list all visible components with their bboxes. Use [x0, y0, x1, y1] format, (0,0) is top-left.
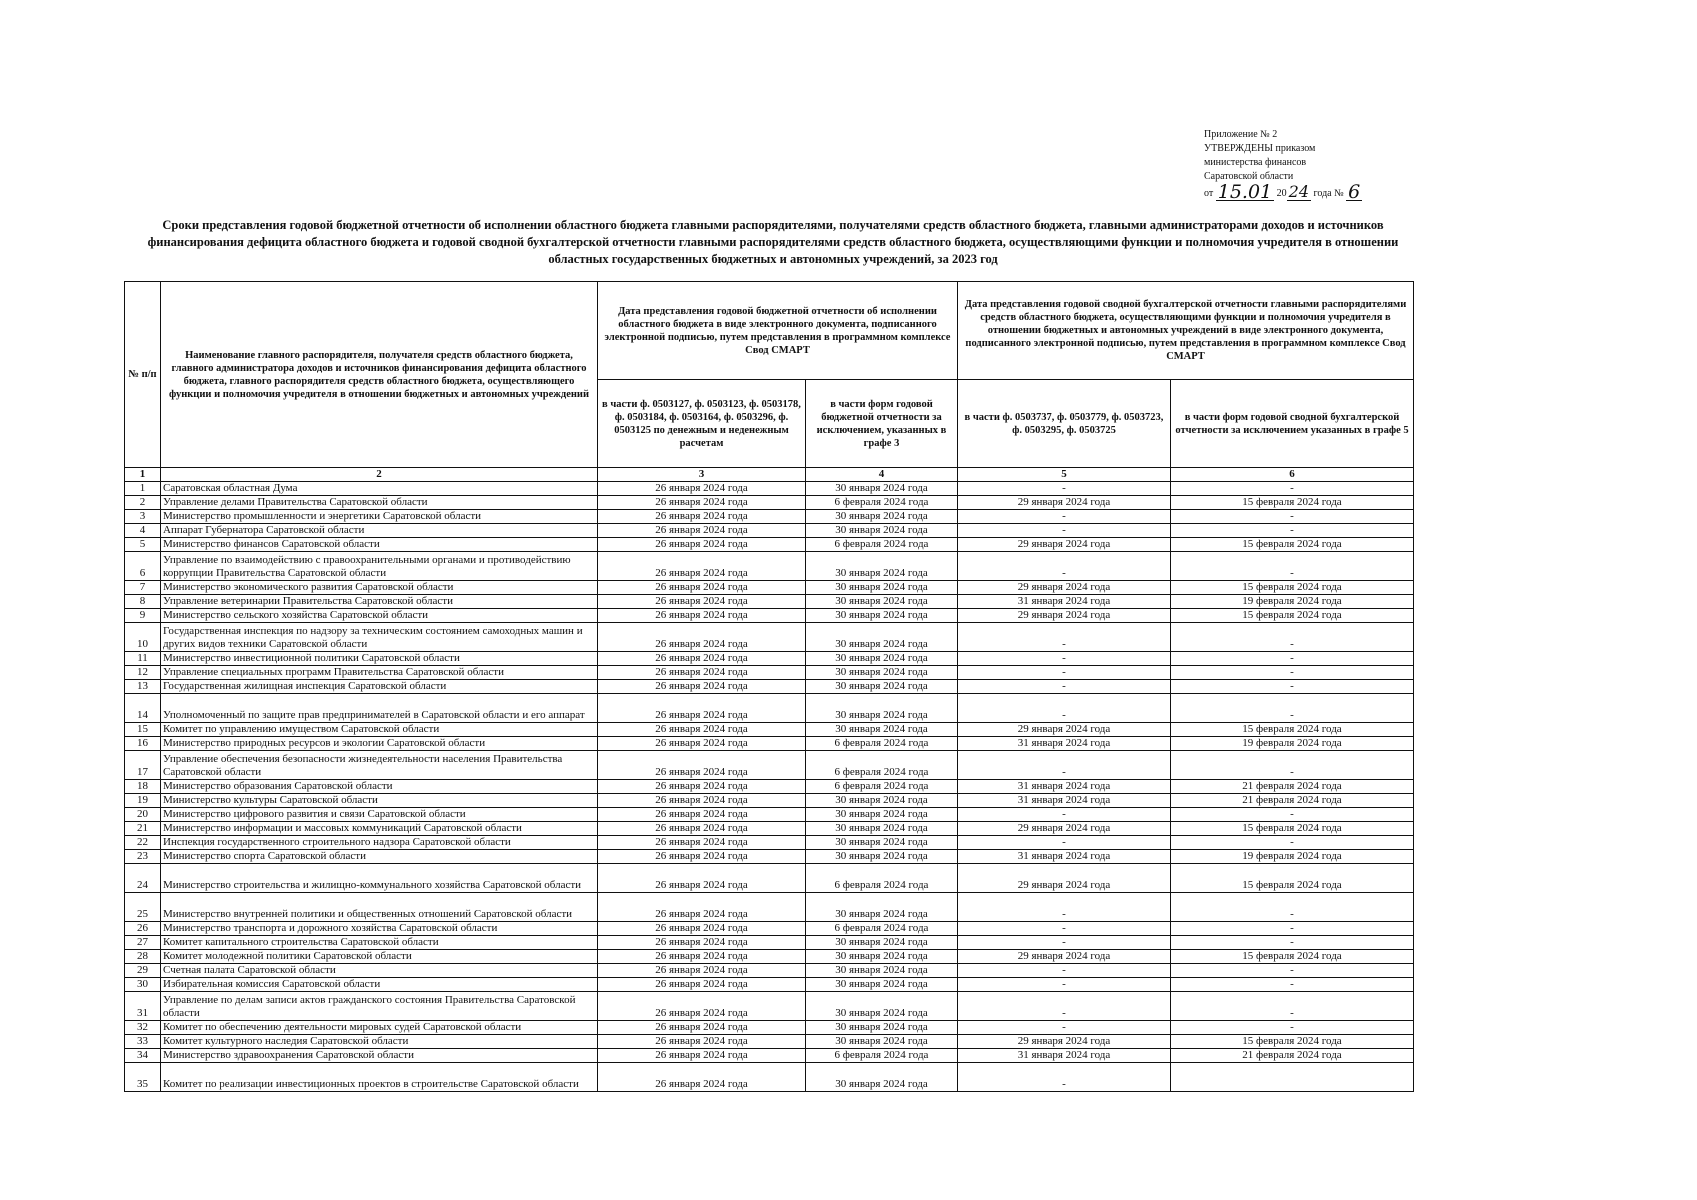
organization-name: Управление по взаимодействию с правоохранительными органами и противодействию коррупции Правительства Саратовской области: [161, 552, 598, 581]
date-col4: 30 января 2024 года: [806, 552, 958, 581]
date-col4: 30 января 2024 года: [806, 992, 958, 1021]
date-col3: 26 января 2024 года: [598, 737, 806, 751]
organization-name: Министерство природных ресурсов и экологии Саратовской области: [161, 737, 598, 751]
date-col3: 26 января 2024 года: [598, 864, 806, 893]
row-number: 10: [125, 623, 161, 652]
date-col4: 30 января 2024 года: [806, 524, 958, 538]
organization-name: Аппарат Губернатора Саратовской области: [161, 524, 598, 538]
date-col5: -: [958, 510, 1171, 524]
row-number: 21: [125, 822, 161, 836]
date-col5: 29 января 2024 года: [958, 950, 1171, 964]
appendix-label: Приложение № 2: [1204, 129, 1278, 140]
table-row: [125, 1063, 1414, 1092]
date-col3: 26 января 2024 года: [598, 652, 806, 666]
date-col3: 26 января 2024 года: [598, 680, 806, 694]
organization-name: Министерство здравоохранения Саратовской области: [161, 1049, 598, 1063]
table-row: [125, 751, 1414, 780]
date-col5: -: [958, 694, 1171, 723]
date-col6: -: [1171, 510, 1414, 524]
date-col6: -: [1171, 936, 1414, 950]
date-col4: 30 января 2024 года: [806, 822, 958, 836]
date-col3: 26 января 2024 года: [598, 524, 806, 538]
organization-name: Министерство образования Саратовской области: [161, 780, 598, 794]
date-col4: 6 февраля 2024 года: [806, 751, 958, 780]
date-col4: 30 января 2024 года: [806, 581, 958, 595]
date-col3: 26 января 2024 года: [598, 836, 806, 850]
date-col5: -: [958, 922, 1171, 936]
approved-label: УТВЕРЖДЕНЫ приказом: [1204, 143, 1316, 154]
table-row: [125, 737, 1414, 751]
date-col5: -: [958, 978, 1171, 992]
date-col6: -: [1171, 680, 1414, 694]
date-col5: 31 января 2024 года: [958, 737, 1171, 751]
date-col5: 29 января 2024 года: [958, 581, 1171, 595]
date-col3: 26 января 2024 года: [598, 1035, 806, 1049]
date-col4: 30 января 2024 года: [806, 964, 958, 978]
date-col4: 6 февраля 2024 года: [806, 864, 958, 893]
row-number: 33: [125, 1035, 161, 1049]
date-col3: 26 января 2024 года: [598, 850, 806, 864]
date-col6: -: [1171, 1021, 1414, 1035]
organization-name: Министерство спорта Саратовской области: [161, 850, 598, 864]
row-number: 17: [125, 751, 161, 780]
date-col5: 31 января 2024 года: [958, 794, 1171, 808]
date-col6: 15 февраля 2024 года: [1171, 864, 1414, 893]
row-number: 26: [125, 922, 161, 936]
date-col6: -: [1171, 623, 1414, 652]
column-number: 2: [161, 468, 598, 482]
date-col3: 26 января 2024 года: [598, 723, 806, 737]
date-col4: 30 января 2024 года: [806, 666, 958, 680]
table-row: [125, 780, 1414, 794]
row-number: 25: [125, 893, 161, 922]
organization-name: Счетная палата Саратовской области: [161, 964, 598, 978]
date-col5: 31 января 2024 года: [958, 780, 1171, 794]
row-number: 13: [125, 680, 161, 694]
date-col6: 15 февраля 2024 года: [1171, 950, 1414, 964]
date-col5: -: [958, 623, 1171, 652]
date-col6: 15 февраля 2024 года: [1171, 609, 1414, 623]
date-col4: 30 января 2024 года: [806, 694, 958, 723]
row-number: 11: [125, 652, 161, 666]
date-col3: 26 января 2024 года: [598, 1049, 806, 1063]
date-col3: 26 января 2024 года: [598, 936, 806, 950]
organization-name: Министерство строительства и жилищно-коммунального хозяйства Саратовской области: [161, 864, 598, 893]
date-col5: -: [958, 652, 1171, 666]
row-number: 27: [125, 936, 161, 950]
order-date-prefix: от: [1204, 188, 1214, 199]
organization-name: Уполномоченный по защите прав предпринимателей в Саратовской области и его аппарат: [161, 694, 598, 723]
organization-name: Комитет капитального строительства Саратовской области: [161, 936, 598, 950]
table-row: [125, 992, 1414, 1021]
date-col3: 26 января 2024 года: [598, 893, 806, 922]
date-col4: 30 января 2024 года: [806, 482, 958, 496]
date-col4: 30 января 2024 года: [806, 808, 958, 822]
table-row: [125, 552, 1414, 581]
date-col3: 26 января 2024 года: [598, 510, 806, 524]
row-number: 30: [125, 978, 161, 992]
date-col3: 26 января 2024 года: [598, 964, 806, 978]
date-col6: 21 февраля 2024 года: [1171, 780, 1414, 794]
organization-name: Инспекция государственного строительного надзора Саратовской области: [161, 836, 598, 850]
organization-name: Министерство экономического развития Саратовской области: [161, 581, 598, 595]
table-row: [125, 864, 1414, 893]
row-number: 22: [125, 836, 161, 850]
table-row: [125, 496, 1414, 510]
row-number: 7: [125, 581, 161, 595]
date-col6: -: [1171, 666, 1414, 680]
row-number: 18: [125, 780, 161, 794]
organization-name: Управление ветеринарии Правительства Саратовской области: [161, 595, 598, 609]
date-col6: 21 февраля 2024 года: [1171, 794, 1414, 808]
date-col4: 6 февраля 2024 года: [806, 780, 958, 794]
organization-name: Саратовская областная Дума: [161, 482, 598, 496]
date-col4: 30 января 2024 года: [806, 836, 958, 850]
date-col3: 26 января 2024 года: [598, 496, 806, 510]
column-number: 6: [1171, 468, 1414, 482]
organization-name: Управление обеспечения безопасности жизнедеятельности населения Правительства Саратовской области: [161, 751, 598, 780]
date-col6: -: [1171, 922, 1414, 936]
organization-name: Министерство финансов Саратовской области: [161, 538, 598, 552]
table-row: [125, 510, 1414, 524]
organization-name: Управление специальных программ Правительства Саратовской области: [161, 666, 598, 680]
handwritten-order-number: 6: [1348, 181, 1361, 203]
row-number: 29: [125, 964, 161, 978]
table-row: [125, 794, 1414, 808]
date-col6: 15 февраля 2024 года: [1171, 822, 1414, 836]
row-number: 16: [125, 737, 161, 751]
date-col3: 26 января 2024 года: [598, 1021, 806, 1035]
date-col5: -: [958, 808, 1171, 822]
date-col3: 26 января 2024 года: [598, 751, 806, 780]
column-number: 3: [598, 468, 806, 482]
organization-name: Комитет по реализации инвестиционных проектов в строительстве Саратовской области: [161, 1063, 598, 1092]
date-col5: -: [958, 680, 1171, 694]
table-row: [125, 595, 1414, 609]
date-col5: -: [958, 751, 1171, 780]
organization-name: Комитет культурного наследия Саратовской области: [161, 1035, 598, 1049]
date-col6: -: [1171, 992, 1414, 1021]
table-row: [125, 723, 1414, 737]
row-number: 35: [125, 1063, 161, 1092]
table-row: [125, 1021, 1414, 1035]
date-col6: 15 февраля 2024 года: [1171, 496, 1414, 510]
date-col4: 30 января 2024 года: [806, 652, 958, 666]
date-col4: 30 января 2024 года: [806, 794, 958, 808]
row-number: 19: [125, 794, 161, 808]
header-col5: в части ф. 0503737, ф. 0503779, ф. 0503723, ф. 0503295, ф. 0503725: [958, 380, 1171, 468]
organization-name: Министерство транспорта и дорожного хозяйства Саратовской области: [161, 922, 598, 936]
date-col5: -: [958, 482, 1171, 496]
row-number: 5: [125, 538, 161, 552]
table-row: [125, 623, 1414, 652]
date-col4: 30 января 2024 года: [806, 623, 958, 652]
approval-block: [1204, 128, 1414, 201]
date-col4: 6 февраля 2024 года: [806, 922, 958, 936]
date-col4: 30 января 2024 года: [806, 950, 958, 964]
date-col3: 26 января 2024 года: [598, 482, 806, 496]
organization-name: Министерство промышленности и энергетики Саратовской области: [161, 510, 598, 524]
header-col4: в части форм годовой бюджетной отчетности за исключением, указанных в графе 3: [806, 380, 958, 468]
table-row: [125, 1049, 1414, 1063]
column-number: 5: [958, 468, 1171, 482]
region-label: Саратовской области: [1204, 171, 1294, 182]
document-title: Сроки представления годовой бюджетной отчетности об исполнении областного бюджета главными распорядителями, получателями средств областного бюджета, главными администраторами доходов и источников финансирования дефицита областного бюджета и годовой сводной бухгалтерской отчетности главными распорядителями средств областного бюджета, осуществляющими функции и полномочия учредителя в отношении областных государственных бюджетных и автономных учреждений, за 2023 год: [147, 218, 1399, 266]
ministry-label: министерства финансов: [1204, 157, 1307, 168]
table-row: [125, 893, 1414, 922]
date-col3: 26 января 2024 года: [598, 808, 806, 822]
header-col3: в части ф. 0503127, ф. 0503123, ф. 0503178, ф. 0503184, ф. 0503164, ф. 0503296, ф. 0503125 по денежным и неденежным расчетам: [598, 380, 806, 468]
date-col4: 30 января 2024 года: [806, 1063, 958, 1092]
date-col5: -: [958, 964, 1171, 978]
date-col6: -: [1171, 978, 1414, 992]
date-col6: 15 февраля 2024 года: [1171, 581, 1414, 595]
row-number: 14: [125, 694, 161, 723]
table-row: [125, 666, 1414, 680]
date-col5: -: [958, 552, 1171, 581]
organization-name: Комитет молодежной политики Саратовской области: [161, 950, 598, 964]
header-group-accounting: Дата представления годовой сводной бухгалтерской отчетности главными распорядителями средств областного бюджета, осуществляющими функции и полномочия учредителя в отношении бюджетных и автономных учреждений в виде электронного документа, подписанного электронной подписью, путем представления в программном комплексе Свод СМАРТ: [958, 282, 1414, 380]
date-col3: 26 января 2024 года: [598, 922, 806, 936]
date-col4: 6 февраля 2024 года: [806, 496, 958, 510]
organization-name: Министерство инвестиционной политики Саратовской области: [161, 652, 598, 666]
date-col5: 29 января 2024 года: [958, 822, 1171, 836]
date-col3: 26 января 2024 года: [598, 992, 806, 1021]
date-col4: 30 января 2024 года: [806, 1035, 958, 1049]
row-number: 34: [125, 1049, 161, 1063]
date-col3: 26 января 2024 года: [598, 595, 806, 609]
date-col5: -: [958, 1021, 1171, 1035]
date-col3: 26 января 2024 года: [598, 581, 806, 595]
date-col3: 26 января 2024 года: [598, 694, 806, 723]
date-col3: 26 января 2024 года: [598, 609, 806, 623]
organization-name: Комитет по управлению имуществом Саратовской области: [161, 723, 598, 737]
row-number: 4: [125, 524, 161, 538]
date-col4: 30 января 2024 года: [806, 723, 958, 737]
date-col4: 30 января 2024 года: [806, 893, 958, 922]
handwritten-year: 24: [1288, 182, 1310, 201]
organization-name: Избирательная комиссия Саратовской области: [161, 978, 598, 992]
row-number: 31: [125, 992, 161, 1021]
column-number: 4: [806, 468, 958, 482]
date-col6: -: [1171, 482, 1414, 496]
date-col5: -: [958, 893, 1171, 922]
row-number: 8: [125, 595, 161, 609]
date-col6: -: [1171, 893, 1414, 922]
organization-name: Государственная инспекция по надзору за техническим состоянием самоходных машин и других видов техники Саратовской области: [161, 623, 598, 652]
row-number: 6: [125, 552, 161, 581]
date-col4: 30 января 2024 года: [806, 595, 958, 609]
deadlines-table: [124, 281, 1414, 1092]
date-col5: 29 января 2024 года: [958, 496, 1171, 510]
row-number: 2: [125, 496, 161, 510]
date-col6: -: [1171, 694, 1414, 723]
date-col4: 30 января 2024 года: [806, 680, 958, 694]
date-col6: 19 февраля 2024 года: [1171, 850, 1414, 864]
row-number: 24: [125, 864, 161, 893]
header-col6: в части форм годовой сводной бухгалтерской отчетности за исключением указанных в графе 5: [1171, 380, 1414, 468]
table-row: [125, 978, 1414, 992]
organization-name: Управление по делам записи актов гражданского состояния Правительства Саратовской области: [161, 992, 598, 1021]
table-row: [125, 694, 1414, 723]
date-col5: -: [958, 992, 1171, 1021]
column-numbers-row: [125, 468, 1414, 482]
date-col5: -: [958, 524, 1171, 538]
row-number: 12: [125, 666, 161, 680]
date-col4: 6 февраля 2024 года: [806, 538, 958, 552]
date-col6: -: [1171, 524, 1414, 538]
date-col3: 26 января 2024 года: [598, 552, 806, 581]
row-number: 28: [125, 950, 161, 964]
header-row-top: [125, 282, 1414, 380]
date-col6: 19 февраля 2024 года: [1171, 737, 1414, 751]
row-number: 1: [125, 482, 161, 496]
row-number: 23: [125, 850, 161, 864]
table-row: [125, 836, 1414, 850]
date-col5: 29 января 2024 года: [958, 723, 1171, 737]
order-date-line: [1204, 181, 1414, 203]
table-body: [125, 482, 1414, 1092]
date-col6: 15 февраля 2024 года: [1171, 538, 1414, 552]
date-col6: -: [1171, 836, 1414, 850]
row-number: 15: [125, 723, 161, 737]
date-col4: 30 января 2024 года: [806, 609, 958, 623]
table-row: [125, 482, 1414, 496]
row-number: 9: [125, 609, 161, 623]
date-col3: 26 января 2024 года: [598, 538, 806, 552]
date-col5: -: [958, 1063, 1171, 1092]
table-row: [125, 609, 1414, 623]
organization-name: Управление делами Правительства Саратовской области: [161, 496, 598, 510]
organization-name: Министерство сельского хозяйства Саратовской области: [161, 609, 598, 623]
table-row: [125, 822, 1414, 836]
table-row: [125, 922, 1414, 936]
date-col5: 29 января 2024 года: [958, 609, 1171, 623]
date-col5: 31 января 2024 года: [958, 850, 1171, 864]
date-col4: 30 января 2024 года: [806, 1021, 958, 1035]
organization-name: Министерство культуры Саратовской области: [161, 794, 598, 808]
date-col6: -: [1171, 652, 1414, 666]
date-col3: 26 января 2024 года: [598, 794, 806, 808]
date-col5: 31 января 2024 года: [958, 595, 1171, 609]
header-group-budget: Дата представления годовой бюджетной отчетности об исполнении областного бюджета в виде электронного документа, подписанного электронной подписью, путем представления в программном комплексе Свод СМАРТ: [598, 282, 958, 380]
row-number: 32: [125, 1021, 161, 1035]
table-row: [125, 950, 1414, 964]
header-num: № п/п: [125, 282, 161, 468]
table-row: [125, 680, 1414, 694]
date-col5: -: [958, 666, 1171, 680]
organization-name: Комитет по обеспечению деятельности мировых судей Саратовской области: [161, 1021, 598, 1035]
date-col6: -: [1171, 751, 1414, 780]
date-col6: -: [1171, 964, 1414, 978]
date-col6: [1171, 1063, 1414, 1092]
table-row: [125, 524, 1414, 538]
table-row: [125, 1035, 1414, 1049]
date-col3: 26 января 2024 года: [598, 822, 806, 836]
order-year-prefix: 20: [1276, 188, 1287, 199]
organization-name: Государственная жилищная инспекция Саратовской области: [161, 680, 598, 694]
organization-name: Министерство цифрового развития и связи Саратовской области: [161, 808, 598, 822]
date-col3: 26 января 2024 года: [598, 1063, 806, 1092]
date-col3: 26 января 2024 года: [598, 666, 806, 680]
date-col4: 30 января 2024 года: [806, 510, 958, 524]
table-row: [125, 850, 1414, 864]
date-col5: -: [958, 936, 1171, 950]
table-row: [125, 538, 1414, 552]
date-col3: 26 января 2024 года: [598, 780, 806, 794]
handwritten-date: 15.01: [1217, 181, 1273, 203]
date-col6: 15 февраля 2024 года: [1171, 723, 1414, 737]
date-col4: 6 февраля 2024 года: [806, 737, 958, 751]
table-row: [125, 936, 1414, 950]
order-number-label: года №: [1313, 188, 1344, 199]
table-row: [125, 964, 1414, 978]
date-col6: -: [1171, 552, 1414, 581]
date-col5: 29 января 2024 года: [958, 538, 1171, 552]
row-number: 3: [125, 510, 161, 524]
organization-name: Министерство информации и массовых коммуникаций Саратовской области: [161, 822, 598, 836]
date-col6: -: [1171, 808, 1414, 822]
table-row: [125, 581, 1414, 595]
date-col6: 15 февраля 2024 года: [1171, 1035, 1414, 1049]
date-col5: -: [958, 836, 1171, 850]
date-col6: 21 февраля 2024 года: [1171, 1049, 1414, 1063]
date-col5: 29 января 2024 года: [958, 864, 1171, 893]
row-number: 20: [125, 808, 161, 822]
date-col4: 30 января 2024 года: [806, 978, 958, 992]
date-col5: 29 января 2024 года: [958, 1035, 1171, 1049]
table-row: [125, 808, 1414, 822]
date-col3: 26 января 2024 года: [598, 950, 806, 964]
header-name: Наименование главного распорядителя, получателя средств областного бюджета, главного администратора доходов и источников финансирования дефицита областного бюджета, главного распорядителя средств областного бюджета, осуществляющего функции и полномочия учредителя в отношении бюджетных и автономных учреждений: [161, 282, 598, 468]
date-col4: 30 января 2024 года: [806, 936, 958, 950]
organization-name: Министерство внутренней политики и общественных отношений Саратовской области: [161, 893, 598, 922]
date-col3: 26 января 2024 года: [598, 623, 806, 652]
date-col4: 6 февраля 2024 года: [806, 1049, 958, 1063]
date-col4: 30 января 2024 года: [806, 850, 958, 864]
table-row: [125, 652, 1414, 666]
date-col6: 19 февраля 2024 года: [1171, 595, 1414, 609]
column-number: 1: [125, 468, 161, 482]
date-col3: 26 января 2024 года: [598, 978, 806, 992]
date-col5: 31 января 2024 года: [958, 1049, 1171, 1063]
